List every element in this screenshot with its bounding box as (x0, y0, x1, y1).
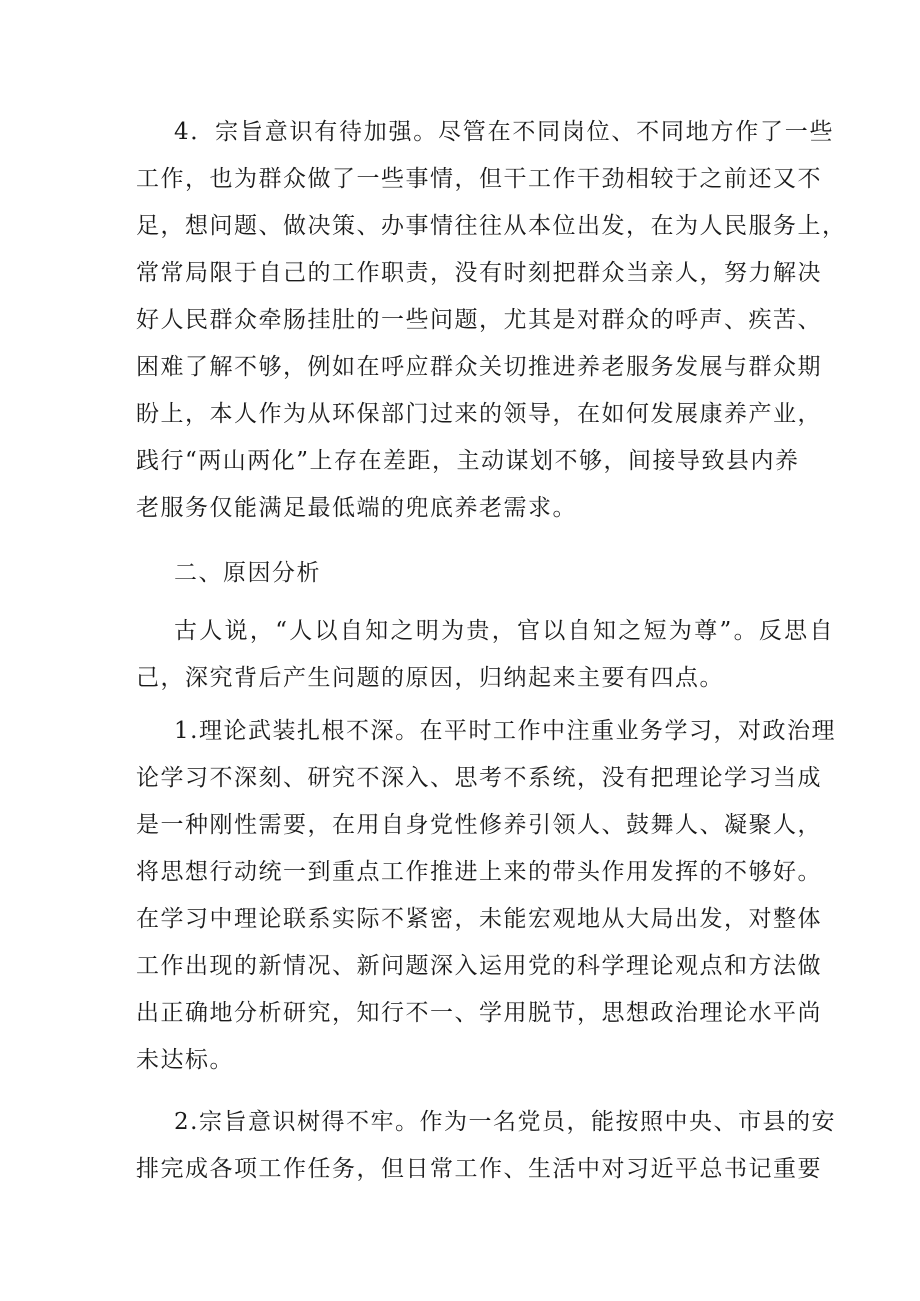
paragraph-4-line: 4．宗旨意识有待加强。尽管在不同岗位、不同地方作了一些 (174, 119, 834, 145)
reason-1-line: 是一种刚性需要，在用自身党性修养引领人、鼓舞人、凝聚人， (136, 812, 822, 838)
reason-2-line: 排完成各项工作任务，但日常工作、生活中对习近平总书记重要 (136, 1156, 822, 1182)
intro-line: 古人说，“人以自知之明为贵，官以自知之短为尊”。反思自 (174, 618, 834, 644)
paragraph-4-line: 盼上，本人作为从环保部门过来的领导，在如何发展康养产业， (136, 401, 822, 427)
reason-1-line: 论学习不深刻、研究不深入、思考不系统，没有把理论学习当成 (136, 765, 822, 791)
reason-1-line: 出正确地分析研究，知行不一、学用脱节，思想政治理论水平尚 (136, 1000, 822, 1026)
paragraph-4-line: 常常局限于自己的工作职责，没有时刻把群众当亲人，努力解决 (136, 260, 822, 286)
reason-1-line: 1.理论武装扎根不深。在平时工作中注重业务学习，对政治理 (174, 718, 836, 744)
paragraph-4-line: 好人民群众牵肠挂肚的一些问题，尤其是对群众的呼声、疾苦、 (136, 307, 822, 333)
paragraph-4-line: 困难了解不够，例如在呼应群众关切推进养老服务发展与群众期 (136, 354, 822, 380)
section-heading: 二、原因分析 (174, 560, 321, 586)
paragraph-4-line: 工作，也为群众做了一些事情，但干工作干劲相较于之前还又不 (136, 166, 822, 192)
paragraph-4-line: 老服务仅能满足最低端的兜底养老需求。 (136, 495, 577, 521)
reason-2-line: 2.宗旨意识树得不牢。作为一名党员，能按照中央、市县的安 (174, 1109, 836, 1135)
reason-1-line: 将思想行动统一到重点工作推进上来的带头作用发挥的不够好。 (136, 859, 822, 885)
reason-1-line: 未达标。 (136, 1047, 234, 1073)
paragraph-4-line: 践行“两山两化”上存在差距，主动谋划不够，间接导致县内养 (136, 448, 800, 474)
reason-1-line: 在学习中理论联系实际不紧密，未能宏观地从大局出发，对整体 (136, 906, 822, 932)
paragraph-4-line: 足，想问题、做决策、办事情往往从本位出发，在为人民服务上， (136, 213, 847, 239)
reason-1-line: 工作出现的新情况、新问题深入运用党的科学理论观点和方法做 (136, 953, 822, 979)
intro-line: 己，深究背后产生问题的原因，归纳起来主要有四点。 (136, 665, 724, 691)
